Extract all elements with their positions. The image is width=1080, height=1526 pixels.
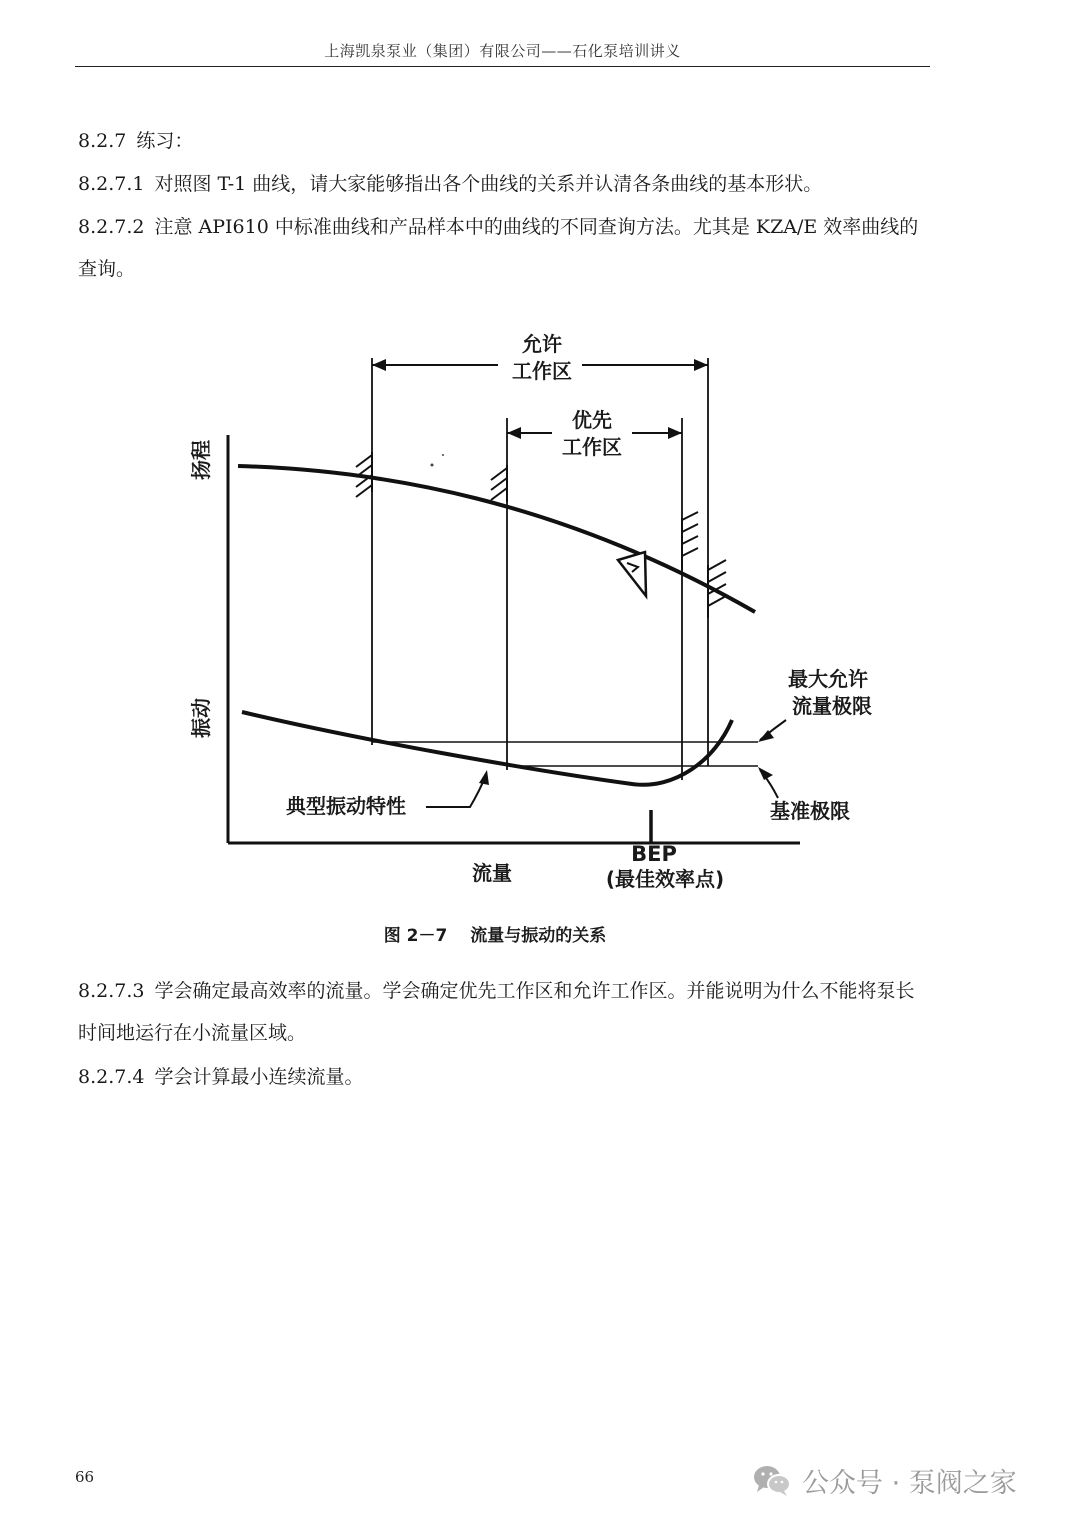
wechat-icon <box>752 1463 792 1497</box>
speck <box>442 454 444 456</box>
paragraph-8-2-7 <box>78 120 923 162</box>
arrow-head <box>479 770 489 785</box>
speck <box>431 464 434 467</box>
typical-vibration-label: 典型振动特性 <box>286 794 406 818</box>
preferred-zone-label-1: 优先 <box>572 408 612 432</box>
paragraph-number: 8.2.7.4 <box>78 1066 145 1088</box>
paragraph-text: 注意 API610 中标准曲线和产品样本中的曲线的不同查询方法。尤其是 KZA/E 效率曲线的查询。 <box>78 216 919 280</box>
paragraph-number: 8.2.7.1 <box>78 173 145 195</box>
head-axis-label: 扬程 <box>189 440 213 480</box>
base-limit-label: 基准极限 <box>770 799 850 823</box>
vibration-axis-label: 振动 <box>189 698 213 738</box>
page-number: 66 <box>75 1468 95 1486</box>
arrow-head <box>372 359 386 371</box>
header-rule <box>75 66 930 67</box>
paragraph-number: 8.2.7.2 <box>78 216 145 238</box>
watermark <box>752 1458 1017 1502</box>
bep-description: (最佳效率点) <box>605 867 725 891</box>
flow-axis-label: 流量 <box>472 861 512 885</box>
head-axis-label-group <box>189 440 213 480</box>
paragraph-number: 8.2.7.3 <box>78 980 145 1002</box>
paragraph-text: 对照图 T-1 曲线，请大家能够指出各个曲线的关系并认清各条曲线的基本形状。 <box>154 173 823 195</box>
paragraph-text: 练习： <box>136 130 194 152</box>
allowed-zone-label-2: 工作区 <box>512 359 572 383</box>
paragraph-8-2-7-1 <box>78 163 923 205</box>
max-allowed-label-2: 流量极限 <box>792 694 872 718</box>
head-curve <box>238 466 755 612</box>
allowed-zone-label-1: 允许 <box>522 332 562 356</box>
hatch-marks <box>356 452 726 618</box>
arrow-head <box>694 359 708 371</box>
page-header: 上海凯泉泵业（集团）有限公司——石化泵培训讲义 <box>324 42 681 60</box>
paragraph-8-2-7-2 <box>78 206 923 290</box>
marker-triangle <box>618 552 646 596</box>
paragraph-text: 学会计算最小连续流量。 <box>154 1066 364 1088</box>
watermark-text: 公众号 · 泵阀之家 <box>802 1467 1017 1499</box>
typical-vibration-leader <box>426 775 486 807</box>
bep-label: BEP <box>631 842 677 866</box>
vibration-axis-label-group <box>189 698 213 738</box>
arrow-head <box>668 427 682 439</box>
preferred-zone-label-2: 工作区 <box>562 435 622 459</box>
max-allowed-label-1: 最大允许 <box>788 667 868 691</box>
paragraph-8-2-7-4 <box>78 1056 923 1098</box>
paragraph-8-2-7-3 <box>78 970 923 1054</box>
figure-caption: 图 2－7 流量与振动的关系 <box>383 926 607 946</box>
paragraph-text: 学会确定最高效率的流量。学会确定优先工作区和允许工作区。并能说明为什么不能将泵长时间地运行在小流量区域。 <box>78 980 915 1044</box>
arrow-head <box>507 427 521 439</box>
flow-vibration-figure <box>180 320 900 960</box>
arrow-head <box>758 767 773 780</box>
paragraph-number: 8.2.7 <box>78 130 127 152</box>
